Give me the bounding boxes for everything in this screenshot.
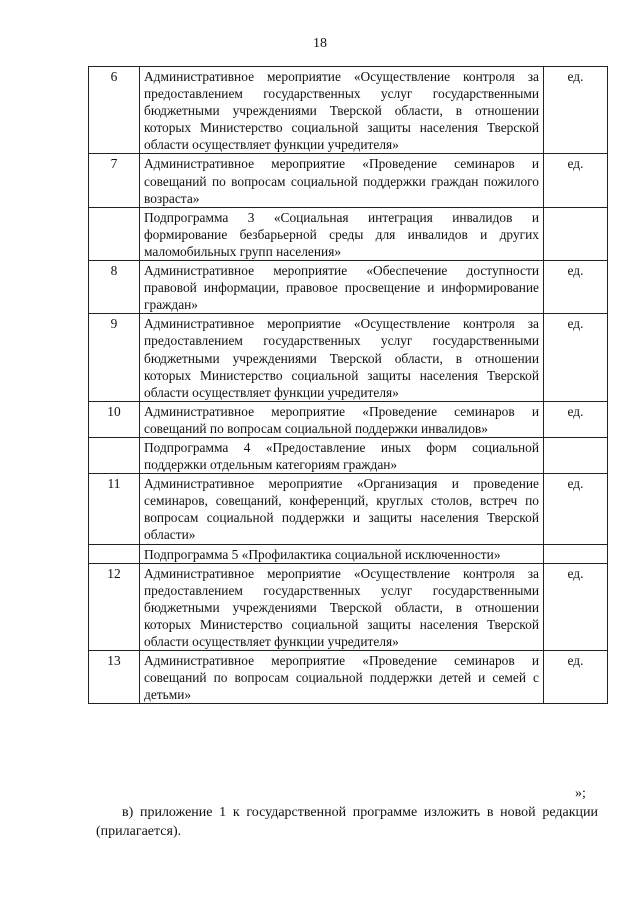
row-unit: ед. bbox=[544, 563, 608, 650]
row-unit bbox=[544, 207, 608, 260]
row-unit bbox=[544, 437, 608, 473]
page-number: 18 bbox=[313, 36, 327, 51]
table-row bbox=[89, 474, 608, 544]
row-number: 11 bbox=[89, 474, 140, 544]
row-number: 9 bbox=[89, 314, 140, 401]
row-unit: ед. bbox=[544, 67, 608, 154]
row-unit: ед. bbox=[544, 474, 608, 544]
subprogram-title: Подпрограмма 3 «Социальная интеграция инвалидов и формирование безбарьерной среды для инвалидов и других маломобильных групп населения» bbox=[140, 207, 544, 260]
row-unit: ед. bbox=[544, 314, 608, 401]
amendment-paragraph: в) приложение 1 к государственной программе изложить в новой редакции (прилагается). bbox=[96, 805, 598, 839]
row-description: Административное мероприятие «Осуществление контроля за предоставлением государственных услуг государственными бюджетными учреждениями Тверской области, в отношении которых Министерство социальной защиты населения Тверской области осуществляет функции учредителя» bbox=[140, 563, 544, 650]
row-description: Административное мероприятие «Организация и проведение семинаров, совещаний, конференций, круглых столов, встреч по вопросам социальной поддержки и защиты населения Тверской области» bbox=[140, 474, 544, 544]
row-number: 12 bbox=[89, 563, 140, 650]
row-number bbox=[89, 437, 140, 473]
table-row bbox=[89, 651, 608, 704]
row-unit bbox=[544, 544, 608, 563]
table-row bbox=[89, 261, 608, 314]
subprogram-title: Подпрограмма 5 «Профилактика социальной исключенности» bbox=[140, 544, 544, 563]
row-description: Административное мероприятие «Обеспечение доступности правовой информации, правовое просвещение и информирование граждан» bbox=[140, 261, 544, 314]
table-row bbox=[89, 154, 608, 207]
row-number: 10 bbox=[89, 401, 140, 437]
subprogram-title: Подпрограмма 4 «Предоставление иных форм социальной поддержки отдельным категориям граждан» bbox=[140, 437, 544, 473]
row-unit: ед. bbox=[544, 261, 608, 314]
row-description: Административное мероприятие «Проведение семинаров и совещаний по вопросам социальной поддержки инвалидов» bbox=[140, 401, 544, 437]
measures-table bbox=[88, 66, 608, 704]
table-row bbox=[89, 67, 608, 154]
row-description: Административное мероприятие «Осуществление контроля за предоставлением государственных услуг государственными бюджетными учреждениями Тверской области, в отношении которых Министерство социальной защиты населения Тверской области осуществляет функции учредителя» bbox=[140, 67, 544, 154]
subprogram-row bbox=[89, 207, 608, 260]
row-description: Административное мероприятие «Осуществление контроля за предоставлением государственных услуг государственными бюджетными учреждениями Тверской области, в отношении которых Министерство социальной защиты населения Тверской области осуществляет функции учредителя» bbox=[140, 314, 544, 401]
table-row bbox=[89, 314, 608, 401]
closing-quote: »; bbox=[575, 786, 586, 801]
row-number: 8 bbox=[89, 261, 140, 314]
row-number bbox=[89, 544, 140, 563]
row-unit: ед. bbox=[544, 651, 608, 704]
row-number: 7 bbox=[89, 154, 140, 207]
row-number: 13 bbox=[89, 651, 140, 704]
table-row bbox=[89, 401, 608, 437]
subprogram-row bbox=[89, 437, 608, 473]
table-row bbox=[89, 563, 608, 650]
row-unit: ед. bbox=[544, 154, 608, 207]
row-number: 6 bbox=[89, 67, 140, 154]
row-unit: ед. bbox=[544, 401, 608, 437]
row-number bbox=[89, 207, 140, 260]
row-description: Административное мероприятие «Проведение семинаров и совещаний по вопросам социальной поддержки детей и семей с детьми» bbox=[140, 651, 544, 704]
row-description: Административное мероприятие «Проведение семинаров и совещаний по вопросам социальной поддержки граждан пожилого возраста» bbox=[140, 154, 544, 207]
subprogram-row bbox=[89, 544, 608, 563]
